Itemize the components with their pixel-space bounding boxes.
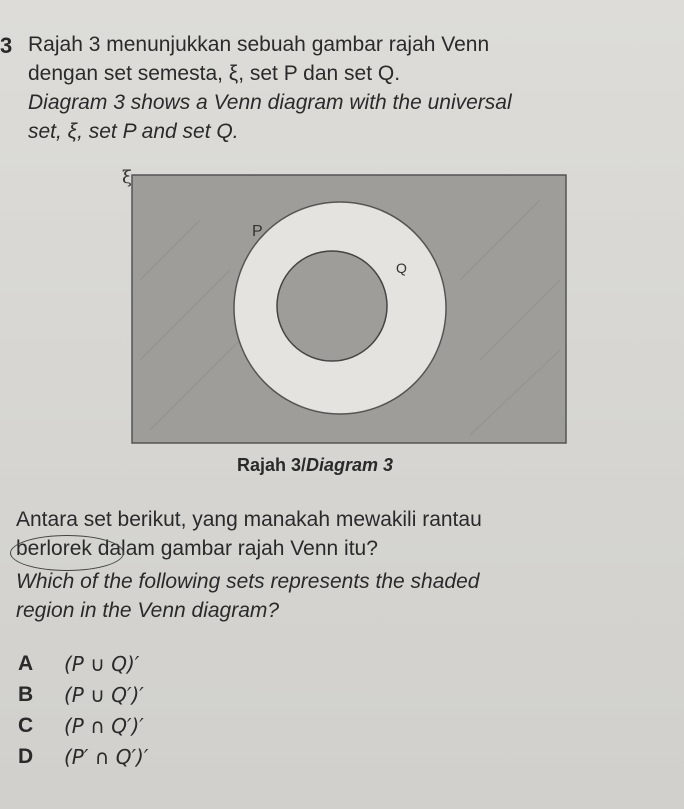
option-expression: (P ∩ Q′)′ bbox=[64, 713, 144, 738]
prompt-english-line: Which of the following sets represents the shaded bbox=[16, 570, 480, 593]
universal-set-label: ξ bbox=[122, 167, 132, 188]
option-b[interactable] bbox=[18, 679, 418, 710]
venn-diagram bbox=[120, 160, 570, 450]
intro-malay-line: Rajah 3 menunjukkan sebuah gambar rajah Venn bbox=[28, 33, 490, 56]
intro-malay-line: dengan set semesta, ξ, set P dan set Q. bbox=[28, 62, 401, 85]
option-expression: (P′ ∩ Q′)′ bbox=[64, 744, 149, 769]
question-intro-malay bbox=[28, 30, 668, 88]
option-d[interactable] bbox=[18, 741, 418, 772]
caption-english: Diagram 3 bbox=[306, 455, 394, 475]
question-number: 3 bbox=[0, 33, 13, 58]
option-letter: D bbox=[18, 744, 34, 768]
answer-options bbox=[18, 648, 418, 772]
question-intro-english bbox=[28, 88, 668, 146]
intro-english-line: Diagram 3 shows a Venn diagram with the universal bbox=[28, 91, 512, 114]
intro-english-line: set, ξ, set P and set Q. bbox=[28, 120, 239, 143]
option-letter: A bbox=[18, 651, 34, 675]
set-q-label: Q bbox=[396, 260, 407, 276]
option-expression: (P ∪ Q′)′ bbox=[64, 682, 144, 707]
prompt-malay-line: Antara set berikut, yang manakah mewakili rantau bbox=[16, 508, 482, 531]
prompt-english-line: region in the Venn diagram? bbox=[16, 599, 280, 622]
set-q-circle bbox=[277, 251, 387, 361]
option-letter: C bbox=[18, 713, 34, 737]
venn-diagram-svg bbox=[120, 160, 570, 450]
prompt-malay-line: berlorek dalam gambar rajah Venn itu? bbox=[16, 537, 378, 560]
set-p-label: P bbox=[252, 223, 263, 240]
diagram-caption bbox=[237, 455, 393, 476]
option-expression: (P ∪ Q)′ bbox=[64, 651, 140, 676]
prompt-english bbox=[16, 567, 656, 625]
prompt-malay bbox=[16, 505, 656, 563]
option-c[interactable] bbox=[18, 710, 418, 741]
option-a[interactable] bbox=[18, 648, 418, 679]
caption-malay: Rajah 3/ bbox=[237, 455, 307, 475]
option-letter: B bbox=[18, 682, 34, 706]
